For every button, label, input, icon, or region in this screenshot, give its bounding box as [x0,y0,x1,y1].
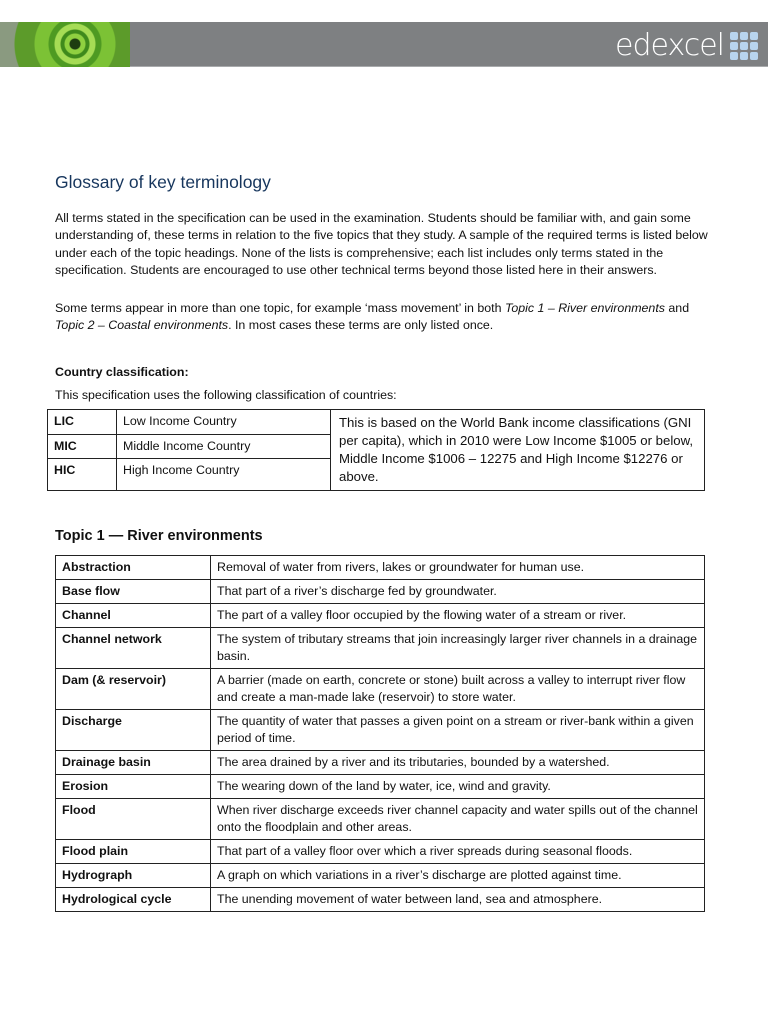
term-name: Drainage basin [56,751,211,775]
country-heading: Country classification: [55,365,189,379]
table-row [56,669,705,710]
table-row [56,710,705,751]
table-row [56,604,705,628]
table-row [56,864,705,888]
term-name: Erosion [56,775,211,799]
term-name: Abstraction [56,556,211,580]
term-definition: The quantity of water that passes a given point on a stream or river-bank within a given period of time. [211,710,705,751]
intro-paragraph: All terms stated in the specification can be used in the examination. Students should be familiar with, and gain some understanding of, these terms in relation to the five topics that they study. A sample of the required terms is listed below under each of the topic headings. None of the lists is comprehensive; each list includes only terms stated in the specification. Students are encouraged to use other technical terms beyond those listed here in their answers. [55,211,708,277]
glossary-table [55,555,705,912]
term-name: Dam (& reservoir) [56,669,211,710]
term-name: Discharge [56,710,211,751]
table-row: LIC Low Income Country This is based on the World Bank income classifications (GNI per capita), which in 2010 were Low Income $1005 or below, Middle Income $1006 – 12275 and High Income $12276 or above. [48,410,705,435]
term-name: Base flow [56,580,211,604]
term-definition: The part of a valley floor occupied by the flowing water of a stream or river. [211,604,705,628]
table-row [56,580,705,604]
table-row [56,775,705,799]
term-definition: The unending movement of water between land, sea and atmosphere. [211,888,705,912]
term-definition: The system of tributary streams that join increasingly larger river channels in a drainage basin. [211,628,705,669]
table-row: MIC Middle Income Country [48,434,705,459]
term-definition: A barrier (made on earth, concrete or stone) built across a valley to interrupt river flow and create a man-made lake (reservoir) to store water. [211,669,705,710]
topic-heading: Topic 1 — River environments [55,528,263,544]
term-name: Flood plain [56,840,211,864]
term-definition: That part of a valley floor over which a river spreads during seasonal floods. [211,840,705,864]
table-row [56,751,705,775]
term-name: Flood [56,799,211,840]
intro-paragraph-2: Some terms appear in more than one topic, for example ‘mass movement’ in both Topic 1 – River environments and Topic 2 – Coastal environments. In most cases these terms are only listed once. [55,301,690,333]
table-row: HIC High Income Country [48,459,705,491]
term-definition: When river discharge exceeds river channel capacity and water spills out of the channel onto the floodplain and other areas. [211,799,705,840]
term-name: Hydrological cycle [56,888,211,912]
term-definition: That part of a river’s discharge fed by groundwater. [211,580,705,604]
term-definition: The area drained by a river and its tributaries, bounded by a watershed. [211,751,705,775]
term-definition: A graph on which variations in a river’s discharge are plotted against time. [211,864,705,888]
edexcel-logo [615,28,758,63]
table-row [56,840,705,864]
classification-note: This is based on the World Bank income classifications (GNI per capita), which in 2010 were Low Income $1005 or below, Middle Income $1006 – 12275 and High Income $12276 or above. [331,410,705,491]
term-name: Channel network [56,628,211,669]
page-title: Glossary of key terminology [55,172,271,192]
logo-dots-icon [730,32,758,60]
term-definition: The wearing down of the land by water, ice, wind and gravity. [211,775,705,799]
header-banner [0,22,768,67]
table-row [56,888,705,912]
country-table [47,409,705,491]
term-definition: Removal of water from rivers, lakes or groundwater for human use. [211,556,705,580]
table-row [56,556,705,580]
chameleon-image [0,22,130,67]
country-text: This specification uses the following classification of countries: [55,388,397,402]
table-row [56,628,705,669]
term-name: Channel [56,604,211,628]
logo-text: edexcel [615,28,724,63]
table-row [56,799,705,840]
term-name: Hydrograph [56,864,211,888]
